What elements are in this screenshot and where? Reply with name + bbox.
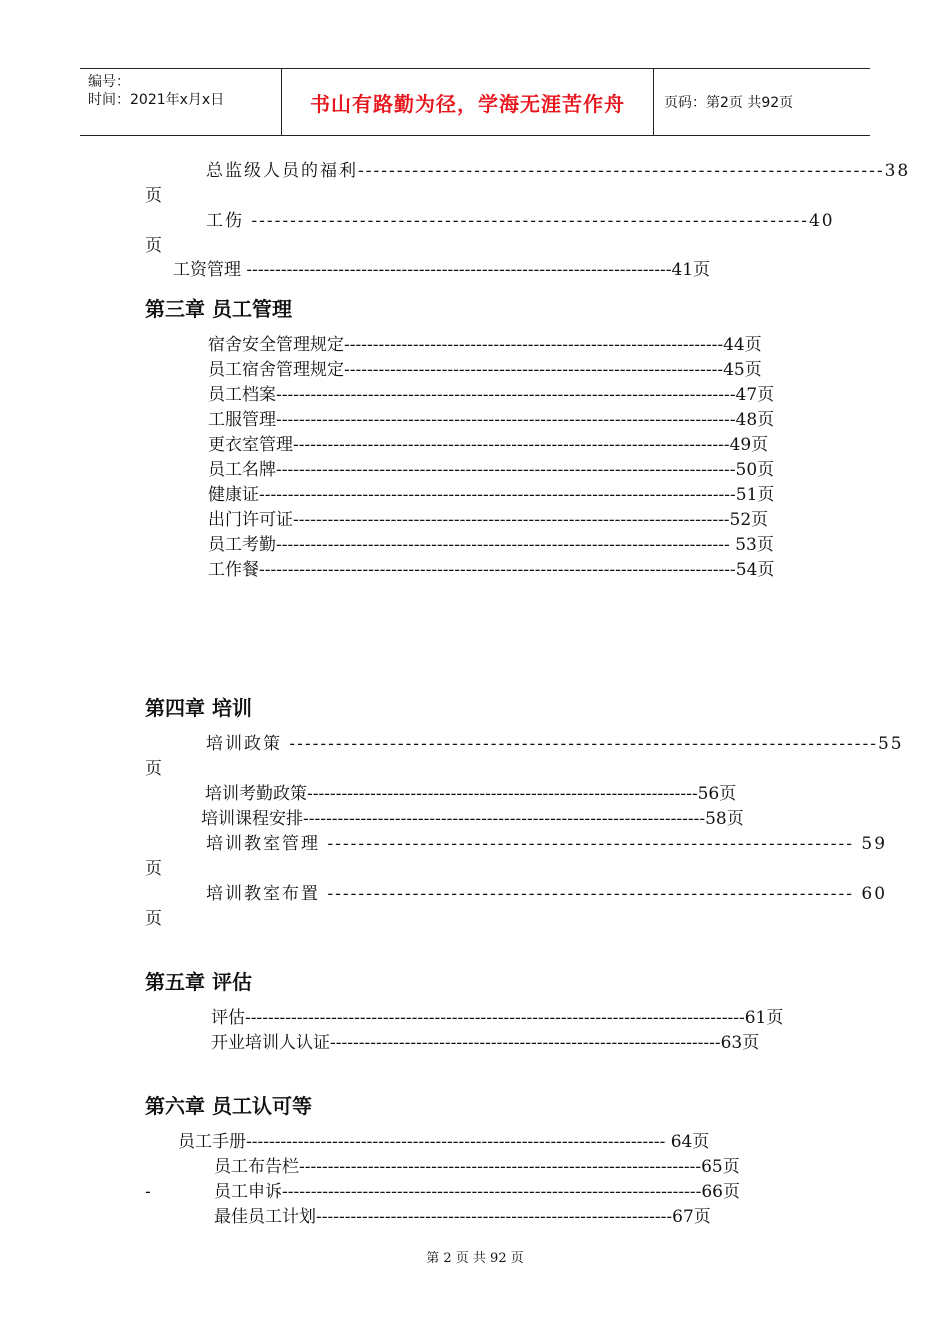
toc-line-wrap: 页 [145,236,162,256]
toc-line: 评估---------------------------------------------------------------------------------------61页 [211,1008,784,1028]
toc-line: 员工名牌--------------------------------------------------------------------------------50页 [208,460,775,480]
toc-line: 培训政策 ----------------------------------------------------------------------------55 [206,734,904,754]
toc-line: 员工宿舍管理规定------------------------------------------------------------------45页 [208,360,762,380]
toc-line: 员工档案--------------------------------------------------------------------------------47页 [208,385,775,405]
page-header [80,68,870,136]
toc-line: 最佳员工计划--------------------------------------------------------------67页 [214,1207,711,1227]
toc-line: 出门许可证----------------------------------------------------------------------------52页 [208,510,769,530]
toc-line: 培训教室布置 -------------------------------------------------------------------- 60 [206,884,888,904]
chapter-title: 第五章 评估 [145,970,252,994]
motto: 书山有路勤为径，学海无涯苦作舟 [310,91,625,116]
time-label: 时间：2021年x月x日 [88,92,225,108]
toc-line: 培训课程安排----------------------------------------------------------------------58页 [201,809,744,829]
toc-line: 工服管理--------------------------------------------------------------------------------48页 [208,410,775,430]
header-meta [80,69,281,135]
page-footer: 第 2 页 共 92 页 [426,1251,524,1266]
list-prefix: - [145,1182,151,1202]
toc-line: 培训考勤政策--------------------------------------------------------------------56页 [205,784,737,804]
toc-line-wrap: 页 [145,859,162,879]
chapter-title: 第三章 员工管理 [145,297,292,321]
toc-line: 工作餐-----------------------------------------------------------------------------------54页 [208,560,775,580]
chapter-title: 第四章 培训 [145,696,252,720]
header-page-info-cell [654,69,870,135]
toc-line: 培训教室管理 -------------------------------------------------------------------- 59 [206,834,888,854]
toc-line: 开业培训人认证--------------------------------------------------------------------63页 [211,1033,760,1053]
chapter-title: 第六章 员工认可等 [145,1094,312,1118]
header-motto-cell [281,69,654,135]
toc-line: 员工布告栏----------------------------------------------------------------------65页 [214,1157,740,1177]
page-info: 页码：第2页 共92页 [664,95,794,111]
toc-line: 宿舍安全管理规定------------------------------------------------------------------44页 [208,335,762,355]
toc-line-wrap: 页 [145,186,162,206]
toc-line: 健康证-----------------------------------------------------------------------------------51页 [208,485,775,505]
number-label: 编号： [88,74,130,90]
toc-line-wrap: 页 [145,759,162,779]
toc-line: 员工考勤------------------------------------------------------------------------------- 53页 [208,535,774,555]
toc-line: 更衣室管理----------------------------------------------------------------------------49页 [208,435,769,455]
toc-line: 员工手册------------------------------------------------------------------------- 64页 [178,1132,710,1152]
toc-line-wrap: 页 [145,909,162,929]
toc-line: 员工申诉-------------------------------------------------------------------------66页 [214,1182,740,1202]
toc-line: 工资管理 --------------------------------------------------------------------------41页 [173,260,711,280]
toc-line: 工伤 ------------------------------------------------------------------------40 [206,211,835,231]
toc-line: 总监级人员的福利--------------------------------------------------------------------38 [206,161,911,181]
